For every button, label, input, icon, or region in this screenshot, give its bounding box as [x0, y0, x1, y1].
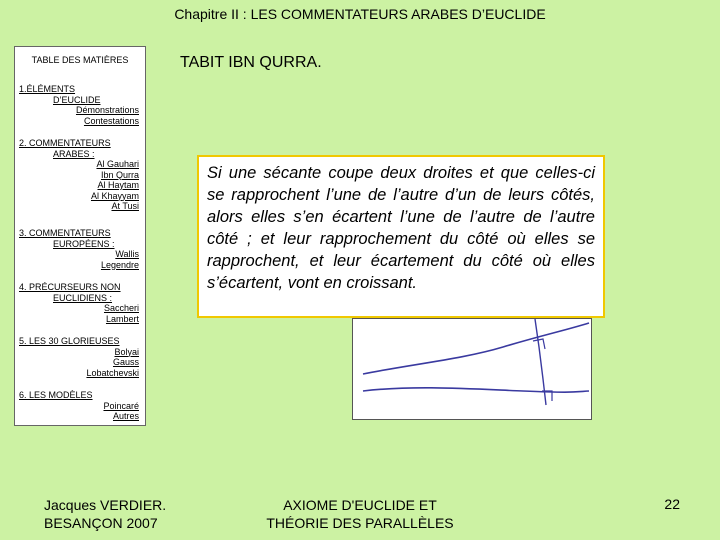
upper-line	[363, 323, 589, 374]
toc-link-non-euclidean-precursors[interactable]: 4. PRÉCURSEURS NON	[19, 282, 121, 292]
chapter-title: Chapitre II : LES COMMENTATEURS ARABES D’EUCLIDE	[174, 6, 546, 22]
toc-link-al-khayyam[interactable]: Al Khayyam	[90, 190, 139, 201]
footer-topic	[240, 496, 480, 532]
toc-link-30-glorieuses[interactable]: 5. LES 30 GLORIEUSES	[19, 336, 120, 346]
toc-link-elements[interactable]: 1.ÉLÉMENTS	[19, 84, 76, 94]
page-number: 22	[664, 496, 680, 512]
toc-section-arab-commentators	[19, 138, 139, 212]
toc-link-non-euclidean-precursors-line2[interactable]: EUCLIDIENS :	[53, 292, 113, 303]
toc-link-gauss[interactable]: Gauss	[112, 357, 139, 367]
toc-link-autres[interactable]: Autres	[112, 411, 139, 421]
toc-section-elements	[19, 84, 139, 126]
toc-link-european-commentators-line2[interactable]: EUROPÉENS :	[53, 238, 115, 249]
footer-author-name: Jacques VERDIER.	[44, 497, 167, 513]
footer-topic-line1: AXIOME D'EUCLIDE ET	[283, 497, 437, 513]
toc-section-non-euclidean-precursors	[19, 282, 139, 324]
toc-link-legendre[interactable]: Legendre	[100, 259, 139, 270]
quote-box	[197, 155, 605, 318]
toc-link-models[interactable]: 6. LES MODÈLES	[19, 390, 93, 400]
toc-link-elements-line2[interactable]: D’EUCLIDE	[53, 94, 101, 105]
secant-lines-diagram	[352, 318, 592, 420]
toc-link-contestations[interactable]: Contestations	[83, 115, 139, 126]
lower-line	[363, 388, 589, 392]
toc-link-bolyai[interactable]: Bolyai	[114, 346, 139, 357]
toc-link-wallis[interactable]: Wallis	[115, 249, 139, 259]
toc-link-at-tusi[interactable]: At Tusi	[111, 201, 139, 211]
toc-link-al-haytam[interactable]: Al Haytam	[97, 180, 139, 190]
toc-link-arab-commentators[interactable]: 2. COMMENTATEURS	[19, 138, 111, 148]
toc-section-30-glorieuses	[19, 336, 139, 378]
toc-link-lobatchevski[interactable]: Lobatchevski	[86, 367, 139, 378]
footer-author-place: BESANÇON 2007	[44, 515, 158, 531]
toc-heading: TABLE DES MATIÈRES	[31, 55, 129, 65]
table-of-contents	[14, 46, 146, 426]
footer-author	[44, 496, 166, 532]
footer-topic-line2: THÉORIE DES PARALLÈLES	[266, 515, 454, 531]
toc-link-poincare[interactable]: Poincaré	[103, 400, 139, 411]
toc-link-arab-commentators-line2[interactable]: ARABES :	[53, 148, 95, 159]
toc-link-lambert[interactable]: Lambert	[105, 313, 139, 324]
toc-link-al-gauhari[interactable]: Al Gauhari	[96, 159, 139, 169]
diagram-drawing	[353, 319, 591, 419]
toc-link-european-commentators[interactable]: 3. COMMENTATEURS	[19, 228, 111, 238]
toc-section-european-commentators	[19, 228, 139, 270]
quote-text: Si une sécante coupe deux droites et que celles-ci se rapprochent l’une de l’autre d’un de leurs côtés, alors elles s’en écartent l’une de l’autre de l’autre côté ; et leur rapprochement du côté où elles se rapprochent, et leur écartement du côté où elles s’écartent, vont en croissant.	[207, 164, 595, 292]
toc-section-models	[19, 390, 139, 422]
toc-link-demonstrations[interactable]: Démonstrations	[75, 105, 139, 115]
slide-title: TABIT IBN QURRA.	[180, 54, 322, 71]
toc-link-saccheri[interactable]: Saccheri	[103, 303, 139, 313]
toc-link-ibn-qurra[interactable]: Ibn Qurra	[100, 169, 139, 180]
